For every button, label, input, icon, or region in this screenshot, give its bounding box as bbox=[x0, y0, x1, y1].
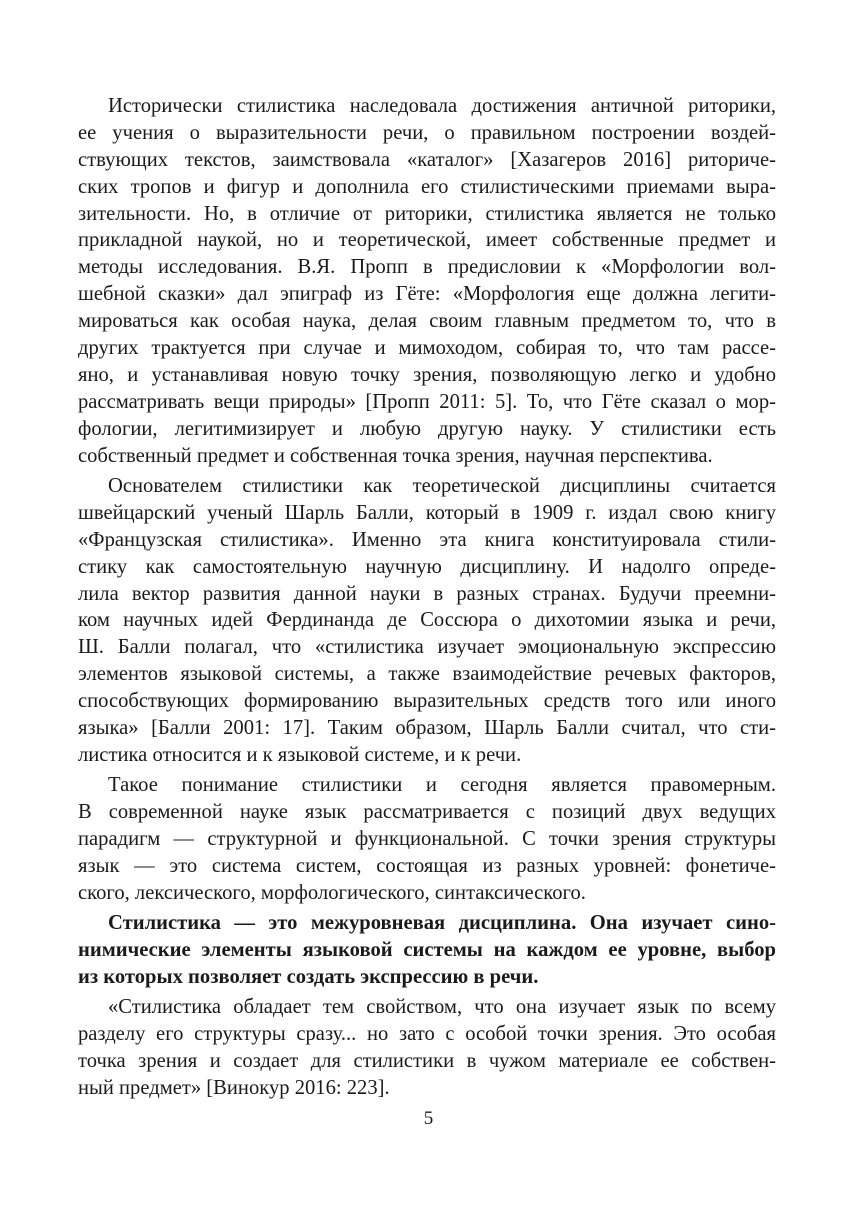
text-line: В современной науке язык рассматривается с позиций двух ведущих bbox=[78, 801, 776, 824]
text-line: других трактуется при случае и мимоходом, собирая то, что там рассе- bbox=[78, 337, 776, 360]
text-line: методы исследования. В.Я. Пропп в предисловии к «Морфологии вол- bbox=[78, 256, 776, 279]
text-line: собственный предмет и собственная точка зрения, научная перспектива. bbox=[78, 444, 713, 467]
text-line: ный предмет» [Винокур 2016: 223]. bbox=[78, 1077, 390, 1100]
text-line: точка зрения и создает для стилистики в чужом материале ее собствен- bbox=[78, 1050, 776, 1073]
page-body bbox=[78, 93, 776, 1105]
text-line: «Французская стилистика». Именно эта книга конституировала стили- bbox=[78, 528, 776, 551]
text-line: ских тропов и фигур и дополнила его стилистическими приемами выра- bbox=[78, 175, 776, 198]
text-line: нимические элементы языковой системы на каждом ее уровне, выбор bbox=[78, 939, 776, 962]
text-line: ского, лексического, морфологического, синтаксического. bbox=[78, 881, 586, 904]
text-line: зительности. Но, в отличие от риторики, стилистика является не только bbox=[78, 202, 776, 225]
paragraph bbox=[78, 772, 776, 906]
text-line: Стилистика — это межуровневая дисциплина. Она изучает сино- bbox=[108, 912, 776, 935]
text-line: швейцарский ученый Шарль Балли, который в 1909 г. издал свою книгу bbox=[78, 501, 776, 524]
text-line: парадигм — структурной и функциональной. С точки зрения структуры bbox=[78, 828, 776, 851]
text-line: стику как самостоятельную научную дисциплину. И надолго опреде- bbox=[78, 555, 776, 578]
text-line: рассматривать вещи природы» [Пропп 2011: 5]. То, что Гёте сказал о мор- bbox=[78, 390, 776, 413]
text-line: яно, и устанавливая новую точку зрения, позволяющую легко и удобно bbox=[78, 363, 776, 386]
text-line: «Стилистика обладает тем свойством, что она изучает язык по всему bbox=[108, 996, 776, 1019]
text-line: ее учения о выразительности речи, о правильном построении воздей- bbox=[78, 121, 776, 144]
paragraph bbox=[78, 93, 776, 469]
text-line: из которых позволяет создать экспрессию в речи. bbox=[78, 966, 539, 988]
text-line: разделу его структуры сразу... но зато с особой точки зрения. Это особая bbox=[78, 1023, 776, 1046]
paragraph bbox=[78, 994, 776, 1102]
text-line: Ш. Балли полагал, что «стилистика изучает эмоциональную экспрессию bbox=[78, 636, 776, 659]
bold-paragraph bbox=[78, 910, 776, 991]
text-line: Такое понимание стилистики и сегодня является правомерным. bbox=[108, 774, 776, 797]
page-number: 5 bbox=[423, 1108, 434, 1129]
text-line: ствующих текстов, заимствовала «каталог» [Хазагеров 2016] риториче- bbox=[78, 148, 776, 171]
text-line: фологии, легитимизирует и любую другую науку. У стилистики есть bbox=[78, 417, 776, 440]
text-line: лила вектор развития данной науки в разных странах. Будучи преемни- bbox=[78, 582, 776, 605]
text-line: языка» [Балли 2001: 17]. Таким образом, Шарль Балли считал, что сти- bbox=[78, 716, 776, 739]
text-line: мироваться как особая наука, делая своим главным предметом то, что в bbox=[78, 310, 776, 333]
text-line: шебной сказки» дал эпиграф из Гёте: «Морфология еще должна легити- bbox=[78, 283, 776, 306]
text-line: Исторически стилистика наследовала достижения античной риторики, bbox=[108, 95, 776, 117]
text-line: язык — это система систем, состоящая из разных уровней: фонетиче- bbox=[78, 854, 776, 877]
text-line: прикладной наукой, но и теоретической, имеет собственные предмет и bbox=[78, 229, 776, 252]
text-line: способствующих формированию выразительных средств того или иного bbox=[78, 690, 776, 713]
paragraph bbox=[78, 473, 776, 769]
text-line: Основателем стилистики как теоретической дисциплины считается bbox=[108, 474, 776, 497]
text-line: элементов языковой системы, а также взаимодействие речевых факторов, bbox=[78, 663, 776, 686]
text-line: ком научных идей Фердинанда де Соссюра о дихотомии языка и речи, bbox=[78, 609, 776, 632]
text-line: листика относится и к языковой системе, и к речи. bbox=[78, 743, 522, 766]
